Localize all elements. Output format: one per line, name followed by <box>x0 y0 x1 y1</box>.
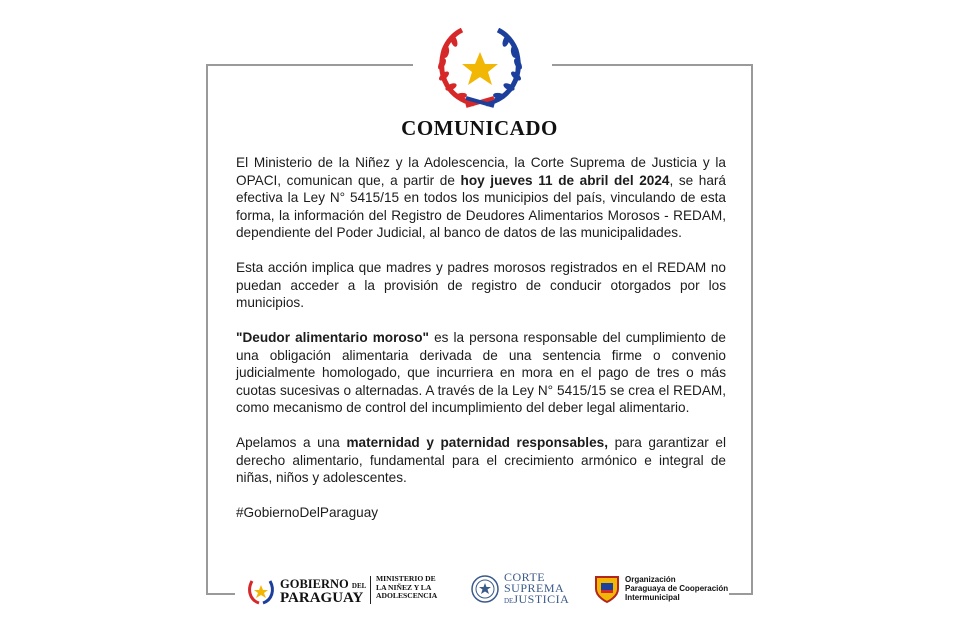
gobierno-emblem-icon <box>246 576 276 606</box>
paragraph-1-text-a: El Ministerio de la Niñez y la Adolescencia, la Corte Suprema de Justicia y la OPACI, comunican que, a partir de <box>236 155 726 188</box>
opaci-shield-icon <box>593 574 621 604</box>
opaci-logo <box>593 572 733 608</box>
frame-top-left <box>206 64 413 66</box>
logo-divider <box>370 576 371 604</box>
paragraph-3 <box>236 329 726 417</box>
paragraph-4 <box>236 434 726 487</box>
frame-left <box>206 64 208 595</box>
footer-logos <box>240 570 730 610</box>
national-seal-icon <box>430 28 530 110</box>
paragraph-1-text-b: , se hará efectiva la Ley N° 5415/15 en todos los municipios del país, vinculando de esta forma, la información del Registro de Deudores Alimentarios Morosos - REDAM, dependiente del Poder Judicial, al banco de datos de las municipalidades. <box>236 172 726 240</box>
paragraph-4-text-a: Apelamos a una <box>236 435 347 450</box>
paragraph-4-emphasis: maternidad y paternidad responsables, <box>346 435 608 450</box>
document-title: COMUNICADO <box>401 116 558 140</box>
paragraph-1-date: hoy jueves 11 de abril del 2024 <box>460 172 670 188</box>
frame-top-right <box>552 64 753 66</box>
paragraph-3-term: "Deudor alimentario moroso" <box>236 330 429 345</box>
gobierno-line2: PARAGUAY <box>280 590 364 606</box>
paragraph-4-text-b: para garantizar el derecho alimentario, fundamental para el crecimiento armónico e integral de niñas, niños y adolescentes. <box>236 435 726 485</box>
frame-bottom-left <box>206 593 235 595</box>
paragraph-2: Esta acción implica que madres y padres morosos registrados en el REDAM no puedan acceder a la provisión de registro de conducir otorgados por los municipios. <box>236 260 726 310</box>
frame-right <box>751 64 753 595</box>
communique-body <box>236 154 726 539</box>
csj-logo <box>470 572 570 608</box>
gobierno-logo <box>246 574 367 608</box>
opaci-text: Organización Paraguaya de Cooperación Intermunicipal <box>625 575 729 602</box>
paragraph-1 <box>236 154 726 242</box>
ministerio-logo: MINISTERIO DE LA NIÑEZ Y LA ADOLESCENCIA <box>376 574 438 601</box>
hashtag: #GobiernoDelParaguay <box>236 505 379 520</box>
csj-text: CORTE SUPREMA DEJUSTICIA <box>504 570 570 606</box>
paragraph-3-text: es la persona responsable del cumplimiento de una obligación alimentaria derivada de una sentencia firme o convenio judicialmente homologado, que incurriera en mora en el pago de tres o más cuotas sucesivas o alternadas. A través de la Ley N° 5415/15 se crea el REDAM, como mecanismo de control del incumplimiento del deber legal alimentario. <box>236 330 726 415</box>
csj-seal-icon <box>470 574 500 604</box>
gobierno-line1: GOBIERNO DEL <box>280 577 367 591</box>
